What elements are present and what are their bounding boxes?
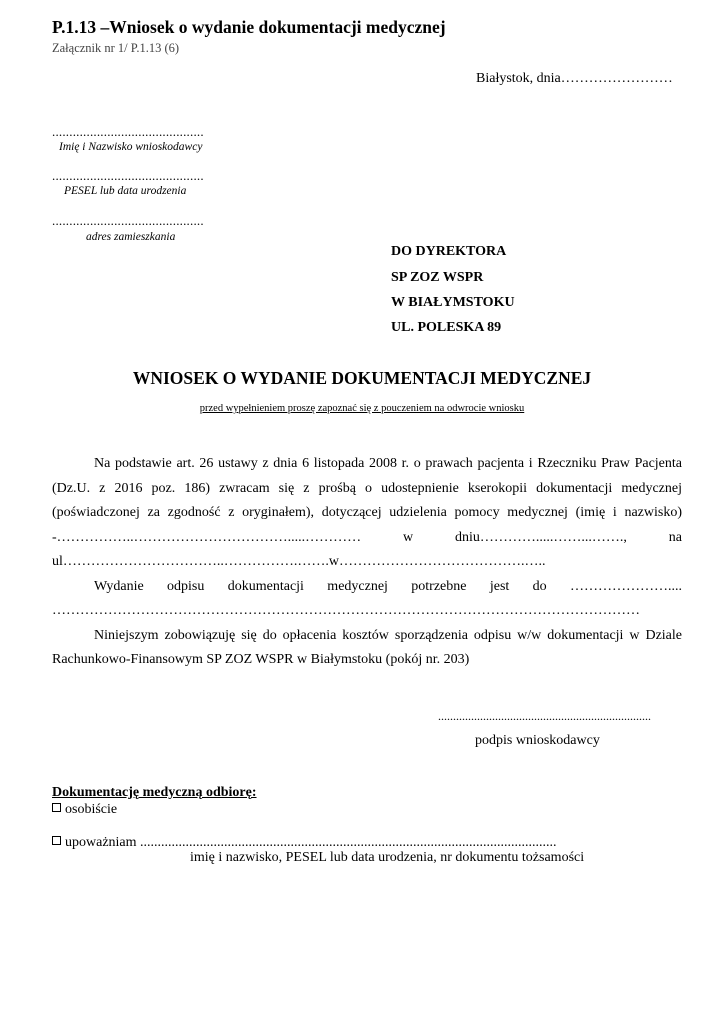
addressee-line: UL. POLESKA 89: [391, 320, 502, 335]
authorize-caption: imię i nazwisko, PESEL lub data urodzenia, nr dokumentu tożsamości: [190, 850, 585, 865]
city-date-field: Białystok, dnia……………………: [476, 71, 673, 86]
instruction-note: przed wypełnieniem proszę zapoznać się z pouczeniem na odwrocie wniosku: [199, 403, 525, 414]
address-field-line: ............................................: [52, 213, 204, 228]
addressee-line: DO DYREKTORA: [391, 244, 507, 259]
pesel-field-line: ............................................: [52, 168, 204, 183]
option-authorize: [52, 835, 557, 851]
option-personal: [52, 802, 117, 818]
address-field-label: adres zamieszkania: [86, 231, 176, 243]
checkbox-icon[interactable]: [52, 836, 61, 845]
pesel-field-label: PESEL lub data urodzenia: [64, 185, 187, 197]
purpose-paragraph: Wydanie odpisu dokumentacji medycznej potrzebne jest do ………………….... ………………………………………………………………………………………………………………: [52, 578, 682, 618]
payment-paragraph: Niniejszym zobowiązuję się do opłacenia kosztów sporządzenia odpisu w/w dokumentacji w Dziale Rachunkowo-Finansowym SP ZOZ WSPR w Białymstoku (pokój nr. 203): [52, 627, 682, 667]
attachment-reference: Załącznik nr 1/ P.1.13 (6): [52, 41, 180, 55]
option-authorize-label: upoważniam .......................................................................................................................: [65, 835, 557, 850]
document-title: P.1.13 –Wniosek o wydanie dokumentacji medycznej: [52, 17, 446, 37]
addressee-line: W BIAŁYMSTOKU: [391, 295, 515, 310]
signature-label: podpis wnioskodawcy: [475, 733, 600, 748]
main-title: WNIOSEK O WYDANIE DOKUMENTACJI MEDYCZNEJ: [132, 368, 592, 388]
option-personal-label: osobiście: [65, 802, 118, 817]
receive-heading: Dokumentację medyczną odbiorę:: [52, 785, 257, 800]
request-paragraph: Na podstawie art. 26 ustawy z dnia 6 listopada 2008 r. o prawach pacjenta i Rzeczniku Praw Pacjenta (Dz.U. z 2016 poz. 186) zwracam się z prośbą o udostepnienie kserokopii dokumentacji medycznej (poświadczonej za zgodność z oryginałem), dotyczącej udzielenia pomocy medycznej (imię i nazwisko) -……………..…………………………….....………… w dniu………….....……...……., na ul……………………………..…………….…….w………………………………….…..: [52, 456, 682, 569]
signature-line: .......................................................................: [438, 709, 651, 723]
name-field-line: ............................................: [52, 124, 204, 139]
checkbox-icon[interactable]: [52, 803, 61, 812]
request-body: [52, 452, 682, 673]
name-field-label: Imię i Nazwisko wnioskodawcy: [59, 141, 203, 153]
addressee-line: SP ZOZ WSPR: [391, 270, 484, 285]
